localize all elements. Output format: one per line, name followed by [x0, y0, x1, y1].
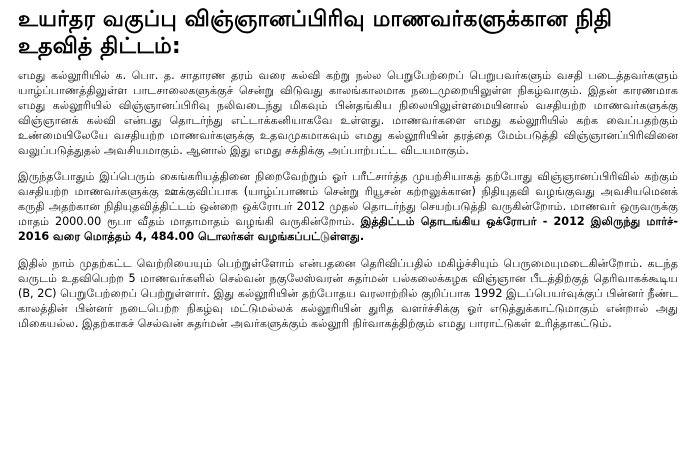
paragraph-1-text: எமது கல்லூரியில் க. பொ. த. சாதாரண தரம் வரை கல்வி கற்று நல்ல பெறுபேற்றைப் பெறுபவர்களும் வசதி படைத்தவர்களும் யாழ்ப்பாணத்திலுள்ள பாடசாலைகளுக்குச் சென்று விடுவது காலங்காலமாக நடைமுறையிலுள்ள நிகழ்வாகும். இதன் காரணமாக எமது கல்லூரியில் விஞ்ஞானப்பிரிவு நலிவடைந்து மிகவும் பின்தங்கிய நிலையிலுள்ளமையினால் வசதியற்ற மாணவர்களுக்கு விஞ்ஞானக் கல்வி என்பது தொடர்ந்து எட்டாக்கனியாகவே உள்ளது. மாணவர்களை எமது கல்லூரியில் கற்க வைப்பதற்கும் உண்மையிலேயே வசதியற்ற மாணவர்களுக்கு உதவமுகமாகவும் எமது கல்லூரியின் தரத்தை மேம்படுத்தி விஞ்ஞானப்பிரிவினை வலுப்படுத்துதல் அவசியமாகும். ஆனால் இது எமது சக்திக்கு அப்பாற்பட்ட விடயமாகும்.	[18, 69, 678, 157]
document-title: உயர்தர வகுப்பு விஞ்ஞானப்பிரிவு மாணவர்களுக்கான நிதி உதவித் திட்டம்:	[18, 7, 613, 59]
paragraph-1	[18, 69, 678, 158]
document-page	[18, 6, 678, 344]
paragraph-2-emphasis: இத்திட்டம் தொடங்கிய ஒக்ரோபர் - 2012 இலிருந்து மார்ச்- 2016 வரை மொத்தம் 4, 484.00 டொலர்கள் வழங்கப்பட்டுள்ளது.	[18, 215, 678, 244]
paragraph-2	[18, 170, 678, 245]
paragraph-3-text: இதில் நாம் முதற்கட்ட வெற்றியையும் பெற்றுள்ளோம் என்பதனை தெரிவிப்பதில் மகிழ்ச்சியும் பெருமையுமடைகின்றோம். கடந்த வருடம் உதவிபெற்ற 5 மாணவர்களில் செல்வன் நகுலேஸ்வரன் சுதர்மன் பல்கலைக்கழக விஞ்ஞான பீடத்திற்குத் தெரிவாகக்கூடிய (B, 2C) பெறுபேற்றைப் பெற்றுள்ளார். இது கல்லூரியின் தற்போதய வரலாற்றில் குறிப்பாக 1992 இடப்பெயர்வுக்குப் பின்னர் நீண்ட காலத்தின் பின்னர் நடைபெற்ற நிகழ்வு மட்டுமல்லக் கல்லூரியின் துரித வளர்ச்சிக்கு ஓர் எடுத்துக்காட்டுமாகும் என்றால் அது மிகையல்ல. இதற்காகச் செல்வன் சுதர்மன் அவர்களுக்கும் கல்லூரி நிர்வாகத்திற்கும் எமது பாராட்டுகள் உரித்தாகட்டும்.	[18, 256, 678, 330]
paragraph-2-text: இருந்தபோதும் இப்பெரும் கைங்கரியத்தினை நிறைவேற்றும் ஓர் பரீட்சார்த்த முயற்சியாகத் தற்போது விஞ்ஞானப்பிரிவில் கற்கும் வசதியற்ற மாணவர்களுக்கு ஊக்குவிப்பாக (யாழ்ப்பாணம் சென்று ரியூசன் கற்றலுக்கான) நிதியுதவி வழங்குவது அவசியமெனக் கருதி அதற்கான நிதியுதவித்திட்டம் ஒன்றை ஒக்ரோபர் 2012 முதல் தொடர்ந்து செயற்படுத்தி வருகின்றோம். மாணவர் ஒருவருக்கு மாதம் 2000.00 ரூபா வீதம் மாதாமாதம் வழங்கி வருகின்றோம்.	[18, 170, 678, 229]
paragraph-3	[18, 257, 678, 332]
